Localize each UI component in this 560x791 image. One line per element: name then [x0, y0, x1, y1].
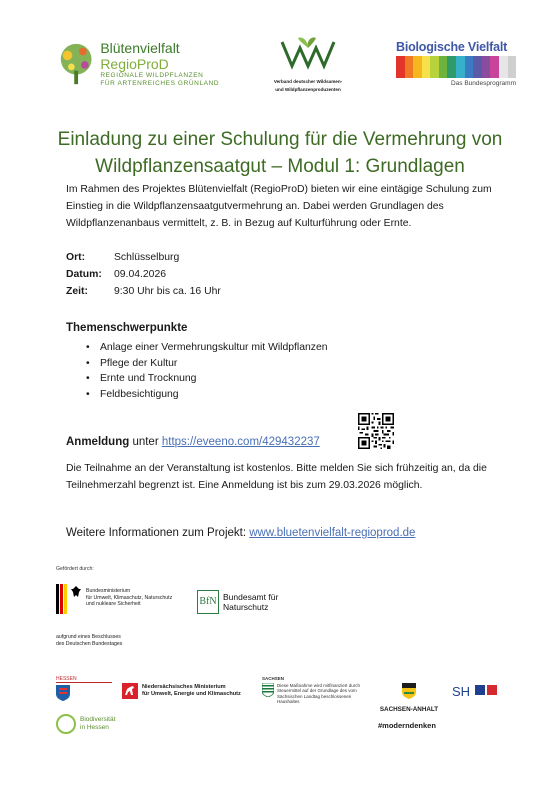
list-item: • Pflege der Kultur [86, 356, 328, 372]
color-bars [396, 56, 516, 78]
niedersachsen-logo [122, 683, 241, 699]
title-line2: Wildpflanzensaatgut – Modul 1: Grundlagen [95, 156, 465, 177]
funding-block [56, 566, 296, 650]
event-info [66, 249, 221, 300]
info-label: Datum: [66, 269, 102, 280]
vww-logo [254, 34, 362, 94]
info-row-zeit [66, 283, 221, 300]
bfn-line2: Naturschutz [223, 602, 269, 612]
sachsen-anhalt-crest-icon [402, 683, 416, 699]
info-row-datum [66, 266, 221, 283]
list-item: • Ernte und Trocknung [86, 371, 328, 387]
ns-line2: für Umwelt, Energie und Klimaschutz [142, 691, 241, 697]
biodiversitaet-hessen-logo [56, 714, 115, 734]
lion-crest-icon [56, 685, 70, 701]
registration-link[interactable]: https://eveeno.com/429432237 [161, 436, 320, 448]
info-value: 09.04.2026 [114, 269, 167, 280]
bmu-line3: und nukleare Sicherheit [86, 601, 141, 607]
sachsen-text: Diese Maßnahme wird mitfinanziert durch Steuermittel auf der Grundlage des vom Sächsischen Landtag beschlossenen Haushaltes [277, 683, 361, 704]
info-label: Ort: [66, 252, 86, 263]
more-info-line [66, 527, 415, 539]
page-title [40, 126, 520, 180]
sh-label: SH [452, 684, 471, 699]
registration-label-rest: unter [129, 436, 162, 448]
bio-circle-icon [56, 714, 76, 734]
moderndenken-label: #moderndenken [378, 721, 436, 730]
topics-list [86, 340, 328, 402]
vww-line1: Verband deutscher Wildsamen- [273, 79, 343, 84]
sachsen-anhalt-logo [378, 683, 440, 713]
info-value: 9:30 Uhr bis ca. 16 Uhr [114, 286, 221, 297]
tree-icon [56, 41, 96, 87]
sachsen-anhalt-label: SACHSEN-ANHALT [379, 706, 439, 713]
sachsen-label: SACHSEN [262, 676, 285, 681]
intro-paragraph: Im Rahmen des Projektes Blütenvielfalt (RegioProD) bieten wir eine eintägige Schulung zum Einstieg in die Wildpflanzensaatgutvermehrung an. Dabei werden Grundlagen des Wildpflanzenanbaus vermittelt, z. B. in Bezug auf Kulturführung oder Ernte. [66, 184, 492, 229]
schleswig-holstein-logo [452, 683, 522, 701]
ns-line1: Niedersächsisches Ministerium [142, 684, 226, 690]
hessen-logo [56, 676, 112, 706]
info-label: Zeit: [66, 286, 88, 297]
logo1-line2: REGIONALE WILDPFLANZEN [100, 72, 204, 79]
registration-line [66, 436, 320, 448]
list-item: • Feldbesichtigung [86, 387, 328, 403]
bv-subtitle: Das Bundesprogramm [450, 80, 516, 87]
bmu-line2: für Umwelt, Klimaschutz, Naturschutz [86, 594, 173, 601]
bfn-logo [197, 590, 278, 614]
list-item: • Anlage einer Vermehrungskultur mit Wildpflanzen [86, 340, 328, 356]
horse-icon [122, 683, 138, 699]
bmu-logo [56, 584, 172, 614]
logo1-name: Blütenvielfalt [100, 40, 180, 56]
bio-line1: Biodiversität [80, 716, 116, 723]
funded-by-label: Gefördert durch: [56, 566, 94, 572]
sh-crest-icon [475, 683, 497, 695]
biologische-vielfalt-logo [396, 40, 516, 92]
bio-line2: in Hessen [80, 724, 109, 731]
qr-code[interactable] [358, 413, 394, 449]
logo1-line3: FÜR ARTENREICHES GRÜNLAND [100, 80, 220, 87]
bv-title: Biologische Vielfalt [396, 40, 508, 54]
logo1-name-suffix: RegioProD [100, 56, 169, 72]
sachsen-logo [262, 676, 372, 704]
beschluss-line1: aufgrund eines Beschlusses [56, 634, 121, 640]
info-row-ort [66, 249, 221, 266]
bmu-line1: Bundesministerium [86, 588, 131, 594]
eagle-icon [71, 586, 81, 598]
project-website-link[interactable]: www.bluetenvielfalt-regioprod.de [249, 527, 416, 539]
bluetenvielfalt-logo [56, 40, 246, 88]
vww-line2: und Wildpflanzenproduzenten [275, 86, 341, 92]
bfn-line1: Bundesamt für [223, 592, 279, 602]
info-value: Schlüsselburg [114, 252, 180, 263]
sachsen-crest-icon [262, 683, 274, 697]
more-info-label: Weitere Informationen zum Projekt: [66, 527, 250, 539]
beschluss-line2: des Deutschen Bundestages [56, 640, 123, 647]
topics-heading: Themenschwerpunkte [66, 322, 188, 334]
hessen-label: HESSEN [56, 676, 112, 683]
vww-mark-icon [278, 34, 338, 72]
bfn-mark-icon: BfN [197, 590, 219, 614]
registration-label: Anmeldung [66, 436, 130, 448]
title-line1: Einladung zu einer Schulung für die Vermehrung von [57, 129, 503, 150]
participation-paragraph: Die Teilnahme an der Veranstaltung ist kostenlos. Bitte melden Sie sich frühzeitig an, da die Teilnehmerzahl begrenzt ist. Eine Anmeldung ist bis zum 29.03.2026 möglich. [66, 463, 487, 491]
